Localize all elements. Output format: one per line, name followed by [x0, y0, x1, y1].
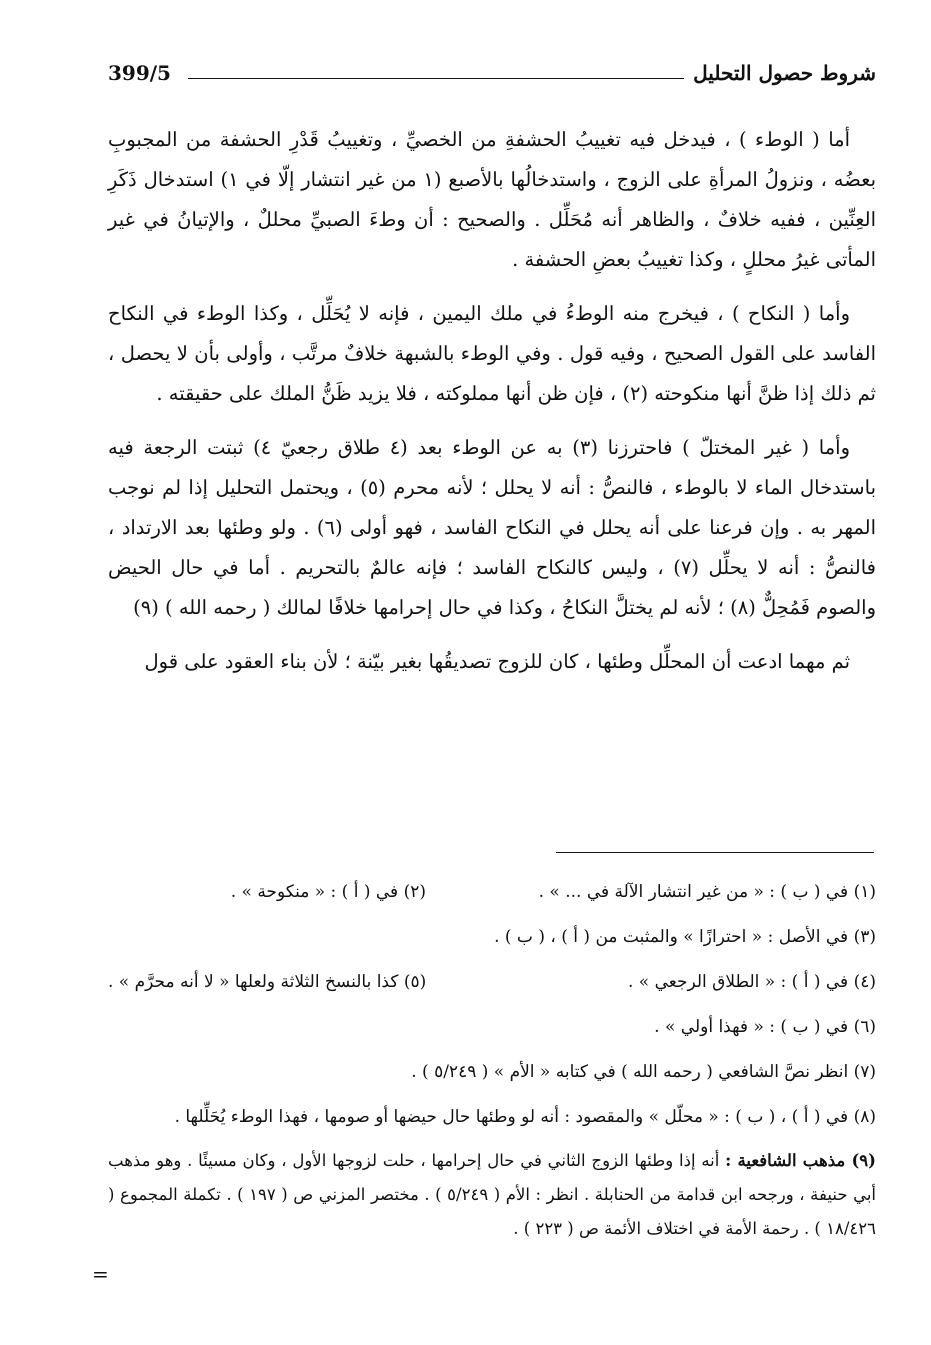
running-title: شروط حصول التحليل	[693, 61, 876, 85]
main-text	[108, 120, 876, 696]
footnote: (٣) في الأصل : « احترازًا » والمثبت من ( أ ) ، ( ب ) .	[494, 927, 876, 947]
page-number: 399/5	[108, 61, 171, 85]
paragraph: وأما ( غير المختلّ ) فاحترزنا (٣) به عن الوطء بعد (٤ طلاق رجعيّ ٤) ثبتت الرجعة فيه باستدخال الماء لا بالوطء ، فالنصُّ : أنه لا يحلل ؛ لأنه محرم (٥) ، ويحتمل التحليل إذا لم نوجب المهر به . وإن فرعنا على أنه يحلل في النكاح الفاسد ، فهو أولى (٦) . ولو وطئها بعد الارتداد ، فالنصُّ : أنه لا يحلِّل (٧) ، وليس كالنكاح الفاسد ؛ فإنه عالمٌ بالتحريم . أما في حال الحيض والصوم فَمُحِلٌّ (٨) ؛ لأنه لم يختلَّ النكاحُ ، وكذا في حال إحرامها خلافًا لمالك ( رحمه الله ) (٩)	[108, 436, 877, 619]
footnote: (٢) في ( أ ) : « منكوحة » .	[230, 882, 426, 902]
footnotes	[108, 874, 876, 1246]
footnote-row	[108, 874, 876, 919]
footnote-9-label: (٩) مذهب الشافعية :	[725, 1151, 876, 1170]
paragraph: وأما ( النكاح ) ، فيخرج منه الوطءُ في ملك اليمين ، فإنه لا يُحَلِّل ، وكذا الوطء في النكاح الفاسد على القول الصحيح ، وفيه قول . وفي الوطء بالشبهة خلافٌ مرتَّب ، وأولى بأن لا يحصل ، ثم ذلك إذا ظنَّ أنها منكوحته (٢) ، فإن ظن أنها مملوكته ، فلا يزيد ظَنُّ الملك على حقيقته .	[108, 302, 876, 405]
footnote-separator	[556, 852, 874, 853]
footnote-row	[108, 964, 876, 1009]
footnote-9-text: أنه إذا وطئها الزوج الثاني في حال إحرامها ، حلت لزوجها الأول ، وكان مسيئًا . وهو مذهب أبي حنيفة ، ورجحه ابن قدامة من الحنابلة . انظر : الأم ( ٥/٢٤٩ ) . مختصر المزني ص ( ١٩٧ ) . تكملة المجموع ( ١٨/٤٢٦ ) . رحمة الأمة في اختلاف الأئمة ص ( ٢٢٣ ) .	[108, 1151, 877, 1238]
footnote: (١) في ( ب ) : « من غير انتشار الآلة في ... » .	[538, 882, 876, 902]
footnote-row	[108, 1054, 876, 1099]
header-rule	[188, 78, 684, 79]
paragraph: أما ( الوطء ) ، فيدخل فيه تغييبُ الحشفةِ من الخصيِّ ، وتغييبُ قَدْرِ الحشفة من المجبوبِ بعضُه ، ونزولُ المرأةِ على الزوج ، واستدخالُها بالأصبع (١ من غير انتشار إلّا في ١) استدخال ذَكَرِ العِنِّين ، ففيه خلافٌ ، والظاهر أنه مُحَلِّل . والصحيح : أن وطءَ الصبيِّ محللٌ ، والإتيانُ في غير المأتى غيرُ محللٍ ، وكذا تغييبُ بعضِ الحشفة .	[108, 128, 876, 271]
footnote: (٦) في ( ب ) : « فهذا أولي » .	[654, 1017, 876, 1037]
footnote: (٥) كذا بالنسخ الثلاثة ولعلها « لا أنه محرَّم » .	[108, 972, 427, 992]
footnote-row	[108, 1009, 876, 1054]
footnote: (٧) انظر نصَّ الشافعي ( رحمه الله ) في كتابه « الأم » ( ٥/٢٤٩ ) .	[411, 1062, 876, 1082]
footnote: (٤) في ( أ ) : « الطلاق الرجعي » .	[627, 972, 876, 992]
footnote-row	[108, 919, 876, 964]
page-header	[108, 58, 876, 92]
continuation-mark: =	[92, 1262, 109, 1286]
footnote: (٨) في ( أ ) ، ( ب ) : « محلّل » والمقصود : أنه لو وطئها حال حيضها أو صومها ، فهذا الوطء يُحَلِّلها .	[174, 1107, 876, 1127]
footnote-row	[108, 1099, 876, 1144]
footnote-9	[108, 1144, 876, 1246]
paragraph: ثم مهما ادعت أن المحلِّل وطئها ، كان للزوج تصديقُها بغير بيّنة ؛ لأن بناء العقود على قول	[144, 650, 850, 673]
